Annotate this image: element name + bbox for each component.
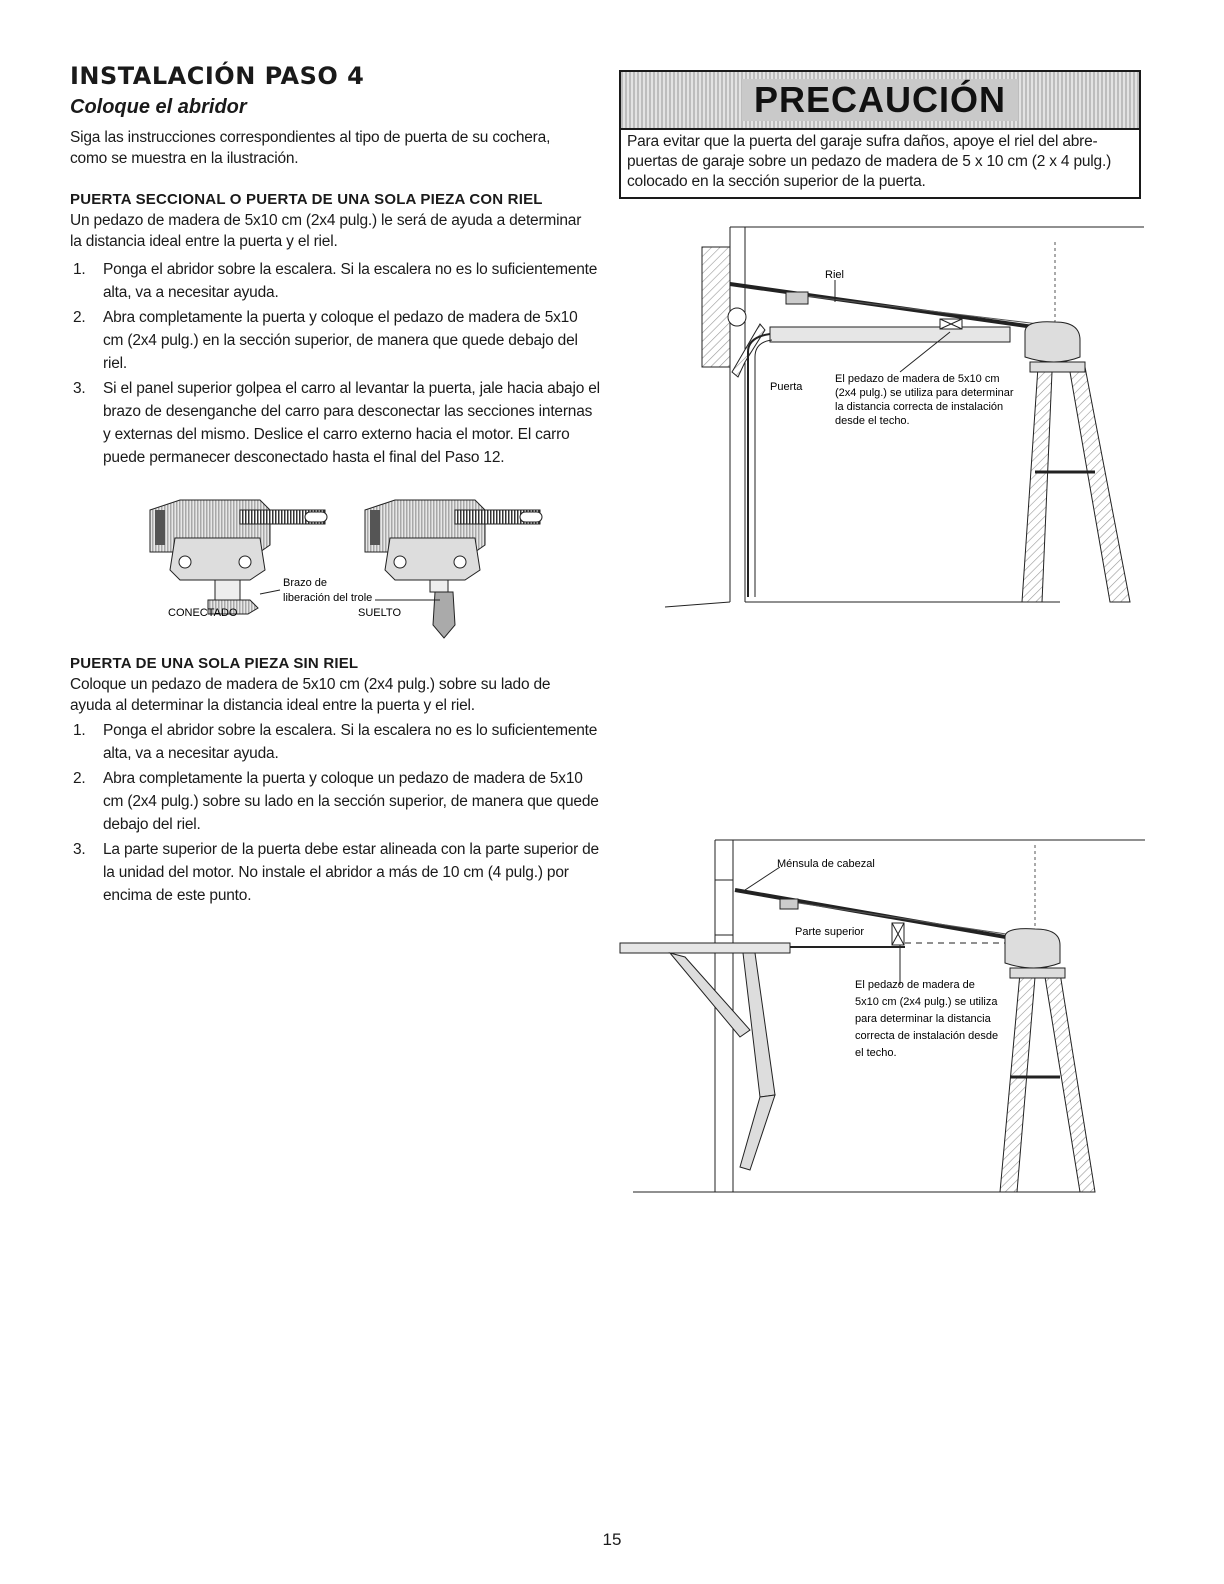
release-arm-label-1: Brazo de [283, 577, 328, 589]
step-text: Si el panel superior golpea el carro al levantar la puerta, jale hacia abajo el brazo de desenganche del carro para desconectar las secciones internas y externas del mismo. Deslice el carro externo hacia el motor. El carro puede permanecer desconectado hasta el final del Paso 12. [103, 380, 600, 466]
wood-note-line-1: El pedazo de madera de [855, 979, 975, 991]
list-item [70, 767, 600, 836]
rail-label: Riel [825, 269, 844, 281]
loose-label: SUELTO [358, 607, 401, 619]
wood-note-line-4: desde el techo. [835, 415, 910, 427]
section1-steps [70, 258, 600, 471]
caution-box [619, 70, 1141, 199]
step-number: 3. [73, 380, 86, 397]
step-text: La parte superior de la puerta debe estar alineada con la parte superior de la unidad del motor. No instale el abridor a más de 10 cm (4 pulg.) por encima de este punto. [103, 841, 599, 904]
trolley-illustration [140, 490, 560, 645]
header-bracket-label: Ménsula de cabezal [777, 858, 875, 870]
section2-steps [70, 719, 600, 909]
step-number: 2. [73, 309, 86, 326]
step-number: 3. [73, 841, 86, 858]
connected-label: CONECTADO [168, 607, 238, 619]
section2-heading: PUERTA DE UNA SOLA PIEZA SIN RIEL [70, 655, 359, 672]
step-number: 2. [73, 770, 86, 787]
caution-text: Para evitar que la puerta del garaje sufra daños, apoye el riel del abre-puertas de garaje sobre un pedazo de madera de 5 x 10 cm (2 x 4 pulg.) colocado en la sección superior de la puerta. [627, 133, 1112, 190]
section1-text: Un pedazo de madera de 5x10 cm (2x4 pulg.) le será de ayuda a determinar la distancia ideal entre la puerta y el riel. [70, 212, 582, 250]
release-arm-label-2: liberación del trole [283, 592, 373, 604]
wood-note-line-1: El pedazo de madera de 5x10 cm [835, 373, 1000, 385]
sectional-door-illustration [660, 222, 1144, 622]
door-label: Puerta [770, 381, 803, 393]
wood-note-line-3: la distancia correcta de instalación [835, 401, 1004, 413]
list-item [70, 719, 600, 765]
step-text: Abra completamente la puerta y coloque el pedazo de madera de 5x10 cm (2x4 pulg.) en la sección superior, de manera que quede debajo del riel. [103, 309, 578, 372]
page-title: INSTALACIÓN PASO 4 [70, 62, 365, 90]
caution-title: PRECAUCIÓN [742, 79, 1018, 121]
list-item [70, 838, 600, 907]
wood-note-line-5: el techo. [855, 1047, 897, 1059]
section-subtitle: Coloque el abridor [70, 96, 247, 118]
wood-note-line-2: (2x4 pulg.) se utiliza para determinar [835, 387, 1014, 399]
step-text: Abra completamente la puerta y coloque un pedazo de madera de 5x10 cm (2x4 pulg.) sobre su lado en la sección superior, de manera que quede debajo del riel. [103, 770, 599, 833]
door-top-label: Parte superior [795, 926, 865, 938]
wood-note-line-3: para determinar la distancia [855, 1013, 991, 1025]
one-piece-door-illustration [615, 835, 1145, 1200]
wood-note-line-2: 5x10 cm (2x4 pulg.) se utiliza [855, 996, 998, 1008]
wood-note-line-4: correcta de instalación desde [855, 1030, 999, 1042]
step-text: Ponga el abridor sobre la escalera. Si la escalera no es lo suficientemente alta, va a necesitar ayuda. [103, 722, 598, 762]
step-number: 1. [73, 722, 86, 739]
list-item [70, 258, 600, 304]
step-number: 1. [73, 261, 86, 278]
section2-text: Coloque un pedazo de madera de 5x10 cm (2x4 pulg.) sobre su lado de ayuda al determinar la distancia ideal entre la puerta y el riel. [70, 676, 551, 714]
caution-header [621, 72, 1139, 130]
list-item [70, 377, 600, 469]
step-text: Ponga el abridor sobre la escalera. Si la escalera no es lo suficientemente alta, va a necesitar ayuda. [103, 261, 598, 301]
page-number: 15 [602, 1530, 622, 1549]
section1-heading: PUERTA SECCIONAL O PUERTA DE UNA SOLA PIEZA CON RIEL [70, 191, 543, 208]
intro-paragraph: Siga las instrucciones correspondientes al tipo de puerta de su cochera, como se muestra en la ilustración. [70, 129, 551, 167]
list-item [70, 306, 600, 375]
